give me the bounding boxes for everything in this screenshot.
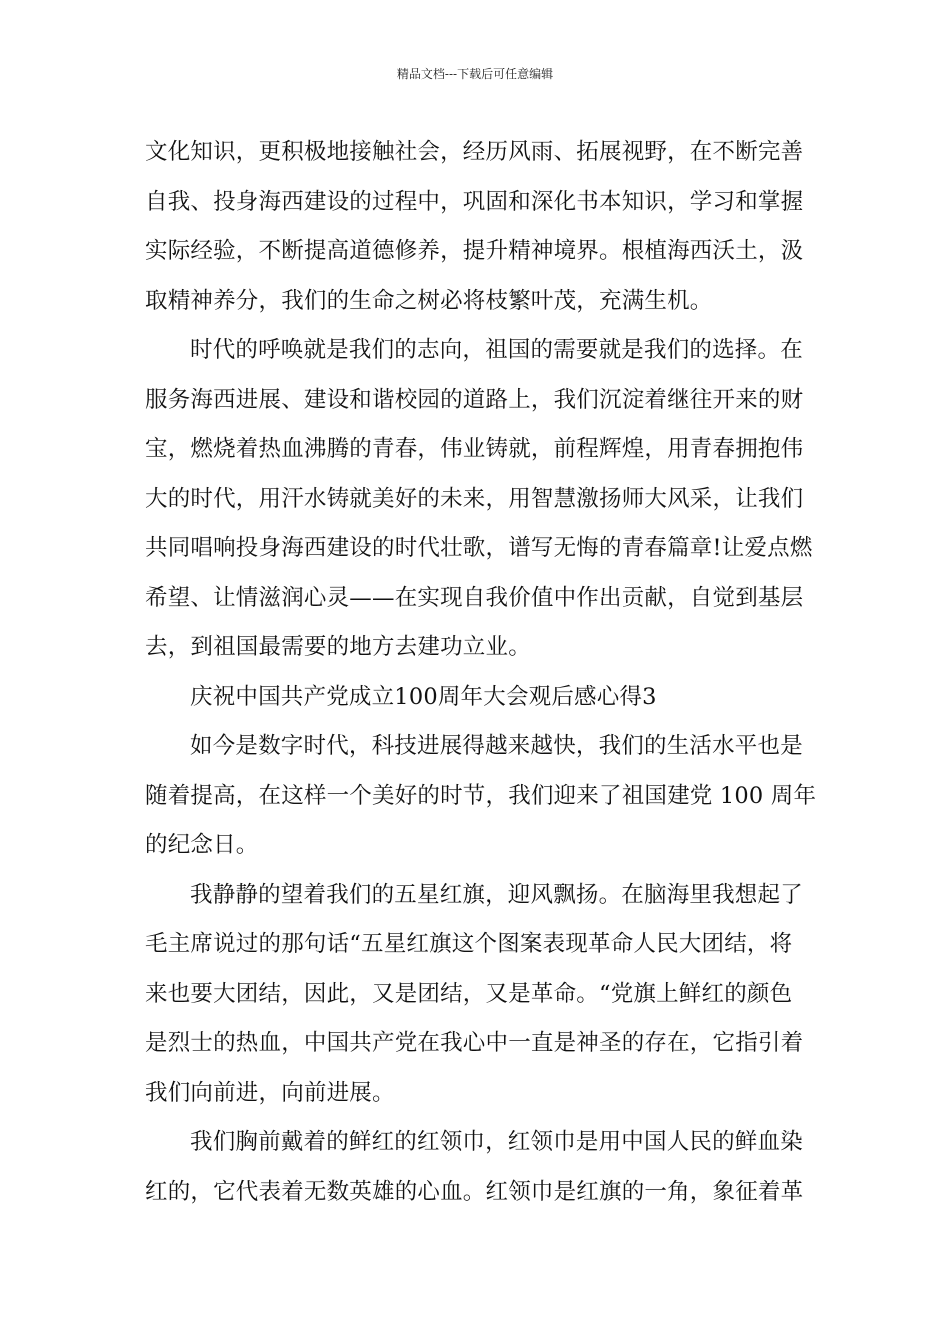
text-line: 共同唱响投身海西建设的时代壮歌，谱写无悔的青春篇章!让爱点燃 — [145, 535, 813, 561]
text-line: 的纪念日。 — [145, 832, 259, 858]
text-line: 文化知识，更积极地接触社会，经历风雨、拓展视野，在不断完善 — [145, 139, 804, 165]
text-line: 实际经验，不断提高道德修养，提升精神境界。根植海西沃土，汲 — [145, 238, 804, 264]
text-line: 红的，它代表着无数英雄的心血。红领巾是红旗的一角，象征着革 — [145, 1178, 804, 1205]
text-line: 宝，燃烧着热血沸腾的青春，伟业铸就，前程辉煌，用青春拥抱伟 — [145, 436, 804, 462]
text-line: 时代的呼唤就是我们的志向，祖国的需要就是我们的选择。在 — [190, 337, 803, 363]
text-line: 毛主席说过的那句话“五星红旗这个图案表现革命人民大团结，将 — [145, 931, 793, 957]
section-heading: 庆祝中国共产党成立100周年大会观后感心得3 — [190, 683, 657, 710]
text-line: 随着提高，在这样一个美好的时节，我们迎来了祖国建党 100 周年 — [145, 782, 817, 809]
text-line: 自我、投身海西建设的过程中，巩固和深化书本知识，学习和掌握 — [145, 188, 804, 215]
text-line: 取精神养分，我们的生命之树必将枝繁叶茂，充满生机。 — [145, 287, 713, 314]
text-line: 我们向前进，向前进展。 — [145, 1079, 395, 1106]
text-line: 我们胸前戴着的鲜红的红领巾，红领巾是用中国人民的鲜血染 — [190, 1129, 803, 1155]
text-line: 我静静的望着我们的五星红旗，迎风飘扬。在脑海里我想起了 — [190, 881, 803, 908]
text-line: 服务海西进展、建设和谐校园的道路上，我们沉淀着继往开来的财 — [145, 386, 804, 413]
text-line: 去，到祖国最需要的地方去建功立业。 — [145, 634, 531, 660]
document-body — [145, 132, 817, 1221]
text-line: 如今是数字时代，科技进展得越来越快，我们的生活水平也是 — [190, 733, 803, 759]
text-line: 是烈士的热血，中国共产党在我心中一直是神圣的存在，它指引着 — [145, 1030, 804, 1056]
text-line: 来也要大团结，因此，又是团结，又是革命。“党旗上鲜红的颜色 — [145, 980, 793, 1007]
page-header: 精品文档---下载后可任意编辑 — [396, 67, 554, 81]
text-line: 希望、让情滋润心灵——在实现自我价值中作出贡献，自觉到基层 — [145, 584, 804, 611]
text-line: 大的时代，用汗水铸就美好的未来，用智慧激扬师大风采，让我们 — [145, 485, 804, 512]
